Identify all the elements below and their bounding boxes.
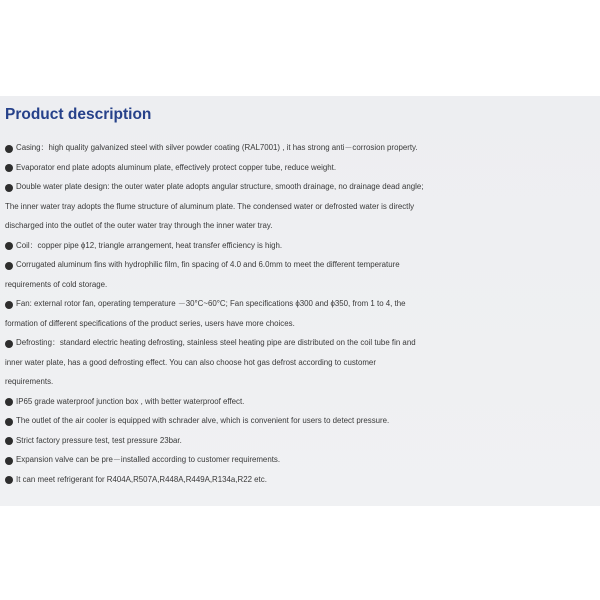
item-text: Casing：high quality galvanized steel with silver powder coating (RAL7001) , it has strong anti－corrosion property. [16,143,418,152]
item-text-continuation: inner water plate, has a good defrosting effect. You can also choose hot gas defrost according to customer [5,357,376,367]
item-text: IP65 grade waterproof junction box , with better waterproof effect. [16,396,245,406]
item-text: Double water plate design: the outer water plate adopts angular structure, smooth drainage, no drainage dead angle; [16,182,424,191]
item-text: Expansion valve can be pre－installed according to customer requirements. [16,455,281,464]
item-text-continuation: requirements of cold storage. [5,279,108,289]
bullet-icon [5,457,13,465]
bullet-icon [5,301,13,309]
bullet-icon [5,340,13,348]
description-item [5,236,600,256]
description-item [5,411,600,431]
item-text: Defrosting：standard electric heating defrosting, stainless steel heating pipe are distributed on the coil tube fin and [16,338,416,347]
item-text: The outlet of the air cooler is equipped with schrader alve, which is convenient for users to detect pressure. [16,416,390,425]
description-item [5,138,600,158]
item-text: Coil：copper pipe ϕ12, triangle arrangement, heat transfer efficiency is high. [16,240,283,250]
bullet-icon [5,145,13,153]
description-item [5,470,600,490]
description-item [5,392,600,412]
bullet-icon [5,437,13,445]
bullet-icon [5,398,13,406]
product-description-panel [0,96,600,506]
item-text-continuation: The inner water tray adopts the flume structure of aluminum plate. The condensed water or defrosted water is directly [5,201,415,211]
description-item [5,333,600,392]
item-text: Strict factory pressure test, test pressure 23bar. [16,435,182,445]
item-text: Corrugated aluminum fins with hydrophilic film, fin spacing of 4.0 and 6.0mm to meet the different temperature [16,260,400,269]
bullet-icon [5,242,13,250]
bullet-icon [5,476,13,484]
bullet-icon [5,418,13,426]
section-title: Product description [5,106,152,123]
item-text-continuation: discharged into the outlet of the outer water tray through the inner water tray. [5,221,273,230]
bullet-icon [5,262,13,270]
description-item [5,177,600,236]
item-text-continuation: formation of different specifications of the product series, users have more choices. [5,318,295,328]
description-item [5,450,600,470]
item-text: Fan: external rotor fan, operating temperature －30°C~60°C; Fan specifications ϕ300 and ϕ350, from 1 to 4, the [16,299,406,308]
description-item [5,294,600,333]
bullet-icon [5,184,13,192]
bullet-icon [5,164,13,172]
item-text: Evaporator end plate adopts aluminum plate, effectively protect copper tube, reduce weight. [16,162,337,172]
description-list [5,138,600,489]
description-item [5,158,600,178]
item-text: It can meet refrigerant for R404A,R507A,R448A,R449A,R134a,R22 etc. [16,474,267,484]
description-item [5,431,600,451]
item-text-continuation: requirements. [5,377,54,386]
description-item [5,255,600,294]
